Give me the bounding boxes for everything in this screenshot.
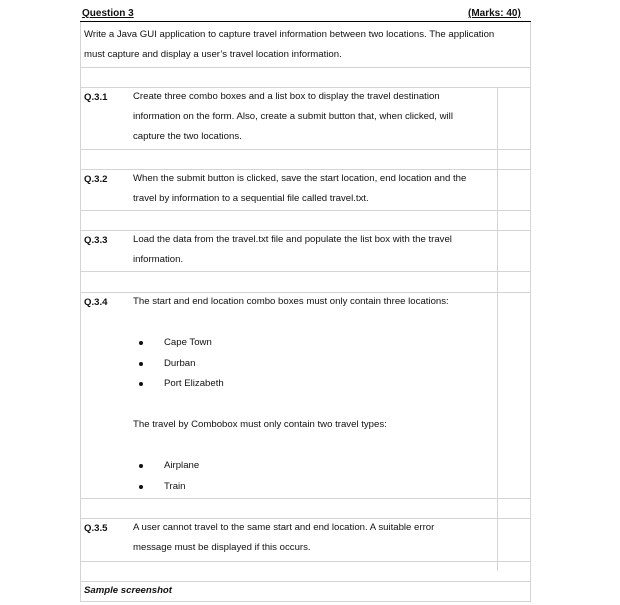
sample-screenshot-label: Sample screenshot bbox=[84, 585, 172, 596]
travel-type-item: Airplane bbox=[164, 460, 200, 471]
question-text-line: information on the form. Also, create a submit button that, when clicked, will bbox=[133, 111, 453, 122]
question-number: Q.3.1 bbox=[84, 92, 108, 103]
grid-left-border bbox=[80, 22, 81, 602]
location-item: Durban bbox=[164, 358, 196, 369]
question-text-line: Create three combo boxes and a list box to display the travel destination bbox=[133, 91, 440, 102]
question-number: Q.3.4 bbox=[84, 297, 108, 308]
question-title: Question 3 bbox=[82, 8, 134, 19]
question-text-line: The start and end location combo boxes must only contain three locations: bbox=[133, 296, 449, 307]
bullet-icon bbox=[139, 485, 143, 489]
header-rule bbox=[80, 21, 531, 22]
grid-row-line bbox=[80, 518, 531, 519]
question-number: Q.3.2 bbox=[84, 174, 108, 185]
bullet-icon bbox=[139, 464, 143, 468]
question-text-line: capture the two locations. bbox=[133, 131, 242, 142]
bullet-icon bbox=[139, 341, 143, 345]
question-text-line: A user cannot travel to the same start and end location. A suitable error bbox=[133, 522, 435, 533]
bullet-icon bbox=[139, 362, 143, 366]
location-item: Cape Town bbox=[164, 337, 212, 348]
question-text-line: information. bbox=[133, 254, 184, 265]
grid-row-line bbox=[80, 149, 531, 150]
question-number: Q.3.3 bbox=[84, 235, 108, 246]
location-item: Port Elizabeth bbox=[164, 378, 224, 389]
grid-row-line bbox=[80, 561, 531, 562]
travel-types-text: The travel by Combobox must only contain two travel types: bbox=[133, 419, 387, 430]
travel-type-item: Train bbox=[164, 481, 186, 492]
question-number: Q.3.5 bbox=[84, 523, 108, 534]
question-text-line: When the submit button is clicked, save the start location, end location and the bbox=[133, 173, 467, 184]
grid-row-line bbox=[80, 210, 531, 211]
marks-label: (Marks: 40) bbox=[468, 8, 521, 19]
question-text-line: travel by information to a sequential file called travel.txt. bbox=[133, 193, 369, 204]
question-text-line: Load the data from the travel.txt file and populate the list box with the travel bbox=[133, 234, 452, 245]
intro-line-1: Write a Java GUI application to capture travel information between two locations. The application bbox=[84, 29, 495, 40]
bullet-icon bbox=[139, 382, 143, 386]
grid-row-line bbox=[80, 169, 531, 170]
grid-row-line bbox=[80, 67, 531, 68]
intro-line-2: must capture and display a user’s travel location information. bbox=[84, 49, 342, 60]
grid-right-border bbox=[530, 22, 531, 602]
grid-row-line bbox=[80, 498, 531, 499]
grid-row-line bbox=[80, 601, 531, 602]
grid-row-line bbox=[80, 230, 531, 231]
grid-row-line bbox=[80, 87, 531, 88]
grid-row-line bbox=[80, 271, 531, 272]
grid-row-line bbox=[80, 581, 531, 582]
grid-row-line bbox=[80, 292, 531, 293]
question-text-line: message must be displayed if this occurs. bbox=[133, 542, 311, 553]
